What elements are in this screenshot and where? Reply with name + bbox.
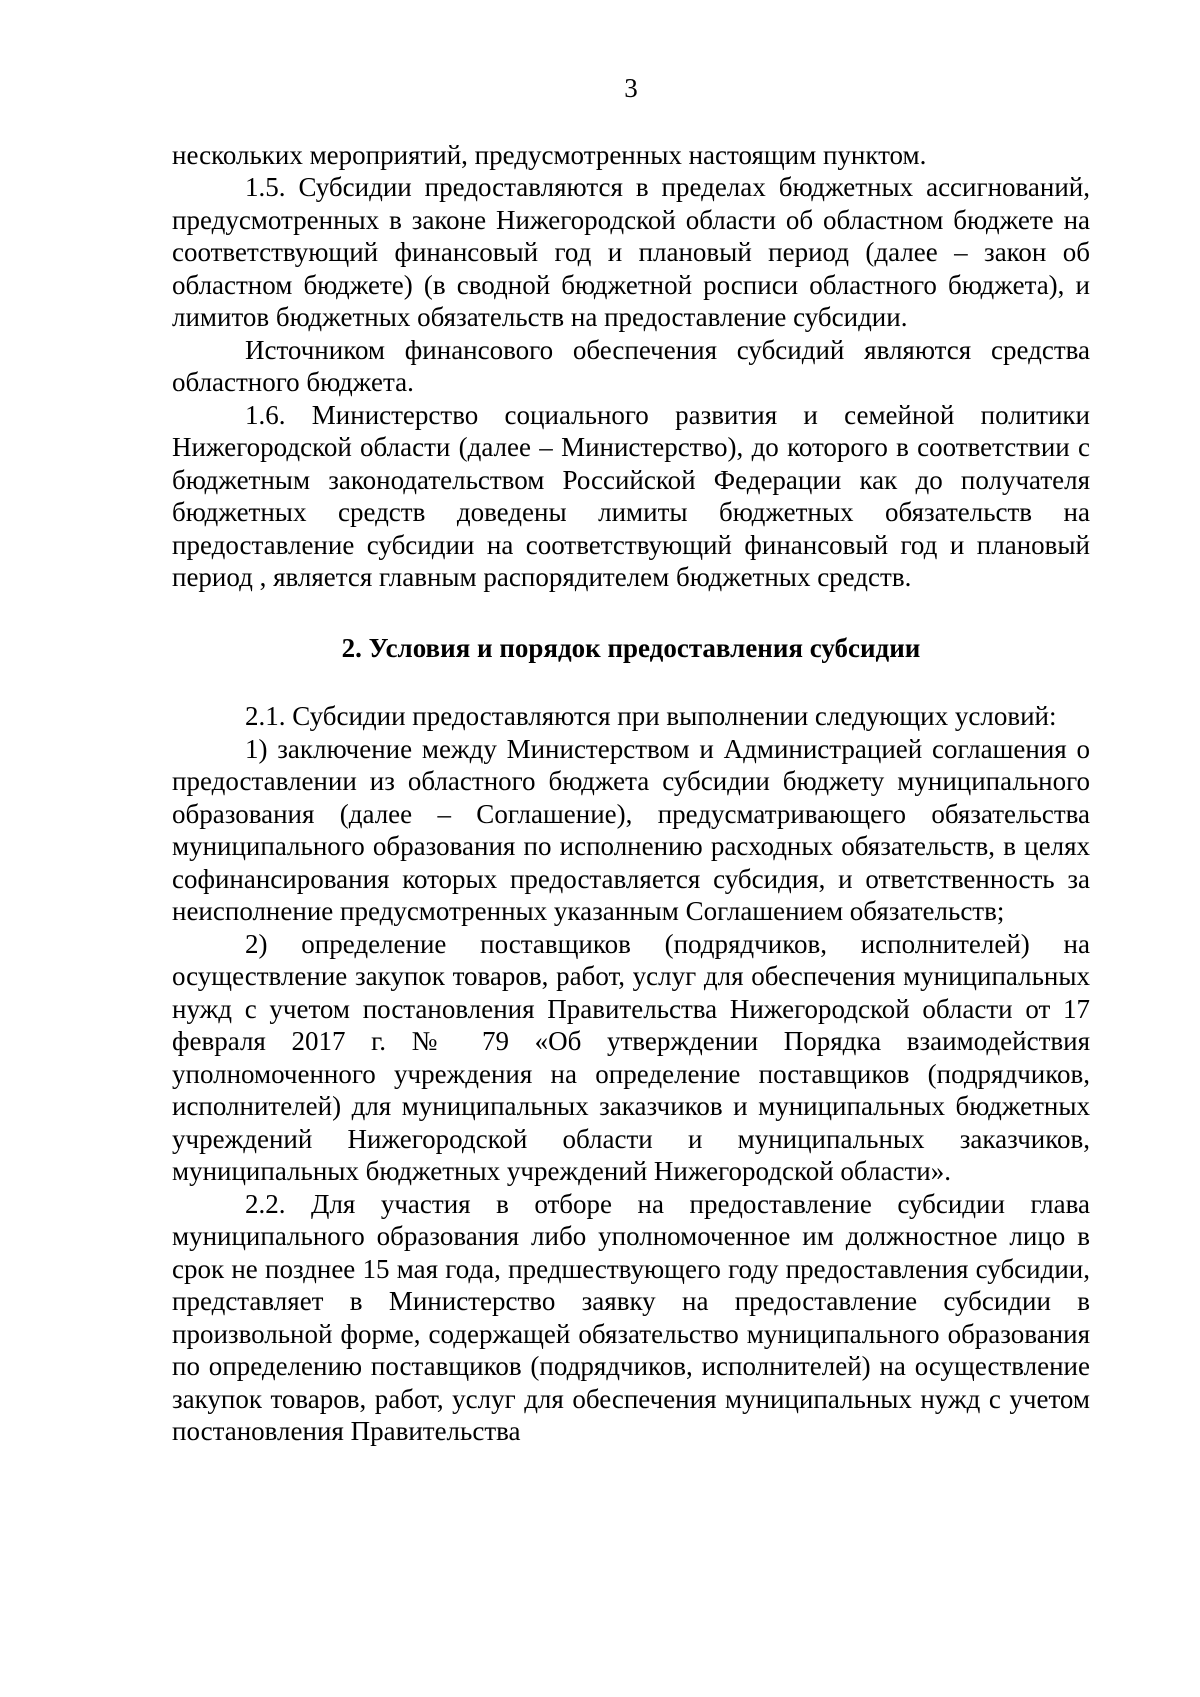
- section-heading: 2. Условия и порядок предоставления субсидии: [341, 632, 921, 663]
- paragraph-2-1: 2.1. Субсидии предоставляются при выполнении следующих условий:: [245, 701, 1057, 731]
- paragraph-1-5: 1.5. Субсидии предоставляются в пределах бюджетных ассигнований, предусмотренных в законе Нижегородской области об областном бюджете на соответствующий финансовый год и плановый период (далее – закон об областном бюджете) (в сводной бюджетной росписи областного бюджета), и лимитов бюджетных обязательств на предоставление субсидии.: [172, 172, 1090, 332]
- paragraph-2-2: 2.2. Для участия в отборе на предоставление субсидии глава муниципального образования либо уполномоченное им должностное лицо в срок не позднее 15 мая года, предшествующего году предоставления субсидии, представляет в Министерство заявку на предоставление субсидии в произвольной форме, содержащей обязательство муниципального образования по определению поставщиков (подрядчиков, исполнителей) на осуществление закупок товаров, работ, услуг для обеспечения муниципальных нужд с учетом постановления Правительства: [172, 1188, 1090, 1446]
- paragraphs-top: [172, 139, 1090, 594]
- page-number: 3: [624, 73, 638, 103]
- paragraph-continuation: нескольких мероприятий, предусмотренных настоящим пунктом.: [172, 139, 927, 170]
- paragraphs-bottom: [172, 700, 1090, 1448]
- document-page: [172, 72, 1090, 1448]
- paragraph-condition-1: 1) заключение между Министерством и Администрацией соглашения о предоставлении из областного бюджета субсидии бюджету муниципального образования (далее – Соглашение), предусматривающего обязательства муниципального образования по исполнению расходных обязательств, в целях софинансирования которых предоставляется субсидия, и ответственность за неисполнение предусмотренных указанным Соглашением обязательств;: [172, 733, 1090, 926]
- paragraph-1-6: 1.6. Министерство социального развития и семейной политики Нижегородской области (далее – Министерство), до которого в соответствии с бюджетным законодательством Российской Федерации как до получателя бюджетных средств доведены лимиты бюджетных обязательств на предоставление субсидии на соответствующий финансовый год и плановый период , является главным распорядителем бюджетных средств.: [172, 399, 1090, 592]
- paragraph-funding-source: Источником финансового обеспечения субсидий являются средства областного бюджета.: [172, 334, 1090, 397]
- paragraph-condition-2: 2) определение поставщиков (подрядчиков, исполнителей) на осуществление закупок товаров, работ, услуг для обеспечения муниципальных нужд с учетом постановления Правительства Нижегородской области от 17 февраля 2017 г. № 79 «Об утверждении Порядка взаимодействия уполномоченного учреждения на определение поставщиков (подрядчиков, исполнителей) для муниципальных заказчиков и муниципальных бюджетных учреждений Нижегородской области и муниципальных заказчиков, муниципальных бюджетных учреждений Нижегородской области».: [172, 928, 1090, 1186]
